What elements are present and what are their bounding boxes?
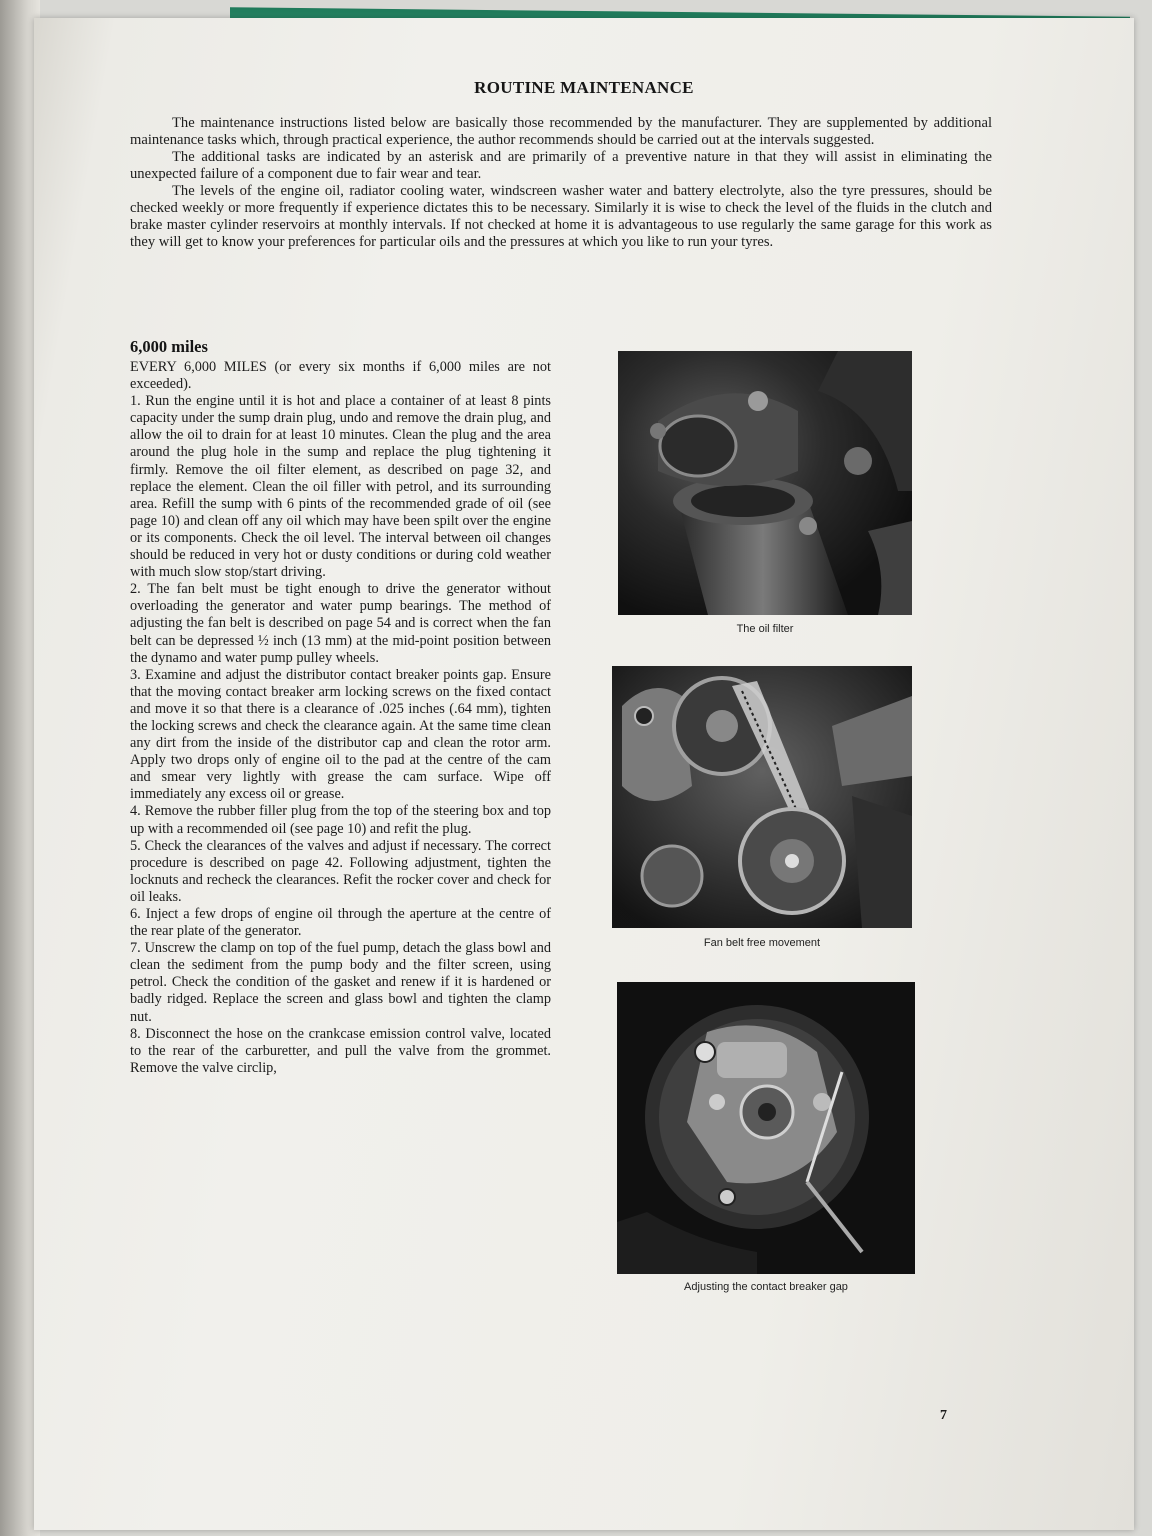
step-paragraph: 3. Examine and adjust the distributor contact breaker points gap. Ensure that the moving contact breaker arm locking screws on the fixed contact and move it so that there is a clearance of .025 inches (.64 mm), tighten the locking screws and check the clearance again. At the same time clean any dirt from the inside of the distributor cap and clean the rotor arm. Apply two drops only of engine oil to the pad at the centre of the cam and smear very lightly with grease the cam surface. Wipe off immediately any excess oil or grease. [130, 666, 551, 803]
step-paragraph: 6. Inject a few drops of engine oil through the aperture at the centre of the rear plate of the generator. [130, 906, 551, 940]
figure-caption: Fan belt free movement [703, 937, 821, 949]
oil-filter-photo [618, 351, 912, 615]
page-title: ROUTINE MAINTENANCE [474, 78, 694, 97]
figure-caption: The oil filter [736, 623, 794, 635]
step-paragraph: 2. The fan belt must be tight enough to drive the generator without overloading the generator and water pump bearings. The method of adjusting the fan belt is described on page 54 and is correct when the fan belt can be depressed ½ inch (13 mm) at the mid-point position between the dynamo and water pump pulley wheels. [130, 581, 551, 666]
intro-paragraph: The additional tasks are indicated by an asterisk and are primarily of a preventive nature in that they will assist in eliminating the unexpected failure of a component due to fair wear and tear. [130, 149, 992, 182]
step-paragraph: 7. Unscrew the clamp on top of the fuel pump, detach the glass bowl and clean the sediment from the pump body and the filter screen, using petrol. Check the condition of the gasket and renew if it is hardened or badly ridged. Replace the screen and glass bowl and tighten the clamp nut. [130, 940, 551, 1025]
contact-breaker-photo [617, 982, 915, 1274]
fan-belt-photo [612, 666, 912, 928]
page-number: 7 [940, 1408, 947, 1423]
figure-caption: Adjusting the contact breaker gap [684, 1281, 848, 1293]
intro-text [130, 115, 992, 251]
intro-paragraph: The maintenance instructions listed below are basically those recommended by the manufacturer. They are supplemented by additional maintenance tasks which, through practical experience, the author recommends should be carried out at the intervals suggested. [130, 115, 992, 148]
step-paragraph: 5. Check the clearances of the valves and adjust if necessary. The correct procedure is described on page 42. Following adjustment, tighten the locknuts and recheck the clearances. Refit the rocker cover and check for oil leaks. [130, 837, 551, 905]
step-paragraph: 4. Remove the rubber filler plug from the top of the steering box and top up with a recommended oil (see page 10) and refit the plug. [130, 803, 551, 837]
step-paragraph: EVERY 6,000 MILES (or every six months if 6,000 miles are not exceeded). [130, 359, 551, 393]
step-paragraph: 1. Run the engine until it is hot and place a container of at least 8 pints capacity under the sump drain plug, undo and remove the drain plug, and allow the oil to drain for at least 10 minutes. Clean the plug and the area around the plug hole in the sump and replace the plug tightening it firmly. Remove the oil filter element, as described on page 32, and replace the element. Clean the oil filler with petrol, and its surrounding area. Refill the sump with 6 pints of the recommended grade of oil (see page 10) and clean off any oil which may have been spilt over the engine or its components. Check the oil level. The interval between oil changes should be reduced in very hot or dusty conditions or during cold weather with much slow stop/start driving. [130, 393, 551, 581]
maintenance-steps [130, 359, 551, 1077]
section-heading: 6,000 miles [130, 337, 208, 356]
document-page [34, 18, 1134, 1530]
intro-paragraph: The levels of the engine oil, radiator cooling water, windscreen washer water and battery electrolyte, also the tyre pressures, should be checked weekly or more frequently if experience dictates this to be necessary. Similarly it is wise to check the level of the fluids in the clutch and brake master cylinder reservoirs at monthly intervals. If not checked at home it is advantageous to use regularly the same garage for this work as they will get to know your preferences for particular oils and the pressures at which you like to run your tyres. [130, 183, 992, 250]
step-paragraph: 8. Disconnect the hose on the crankcase emission control valve, located to the rear of the carburetter, and pull the valve from the grommet. Remove the valve circlip, [130, 1025, 551, 1076]
